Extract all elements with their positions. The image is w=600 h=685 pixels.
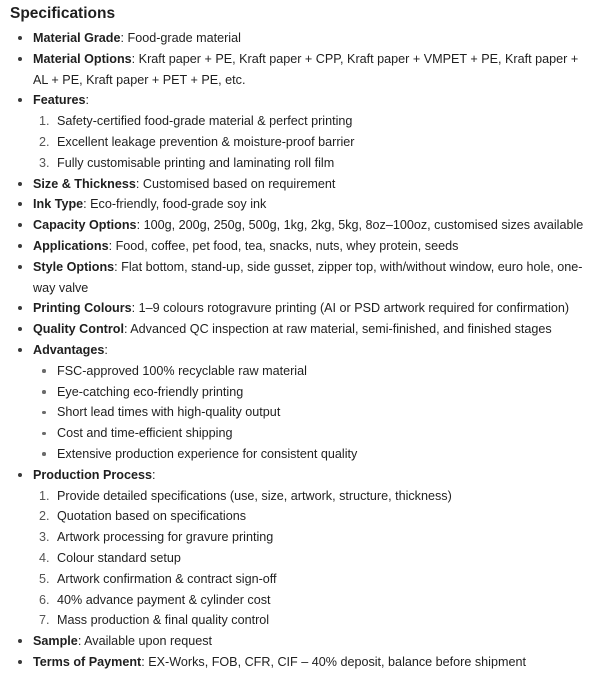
spec-quality-control [10,319,590,340]
spec-terms-of-payment [10,652,590,673]
spec-value: : 100g, 200g, 250g, 500g, 1kg, 2kg, 5kg, 8oz–100oz, customised sizes available [136,218,584,233]
list-item [33,486,590,507]
spec-ink-type [10,194,590,215]
spec-value: : Available upon request [77,634,213,649]
spec-label-colon: : [151,467,156,482]
list-item-text: Safety-certified food-grade material & perfect printing [57,114,353,129]
page-title: Specifications [10,5,116,22]
list-item [33,590,590,611]
spec-label-colon: : [85,93,89,108]
spec-label: Features [33,93,86,108]
spec-value: : Kraft paper + PE, Kraft paper + CPP, Kraft paper + VMPET + PE, Kraft paper + AL + PE, Kraft paper + PET + PE, etc. [33,51,579,87]
list-item [33,132,590,153]
spec-material-grade [10,28,590,49]
spec-label: Ink Type [33,197,84,212]
list-item-text: Artwork processing for gravure printing [57,530,274,545]
list-number: 2. [39,134,50,149]
list-item-text: Fully customisable printing and laminating roll film [57,155,335,170]
spec-list [10,28,590,673]
list-number: 1. [39,488,50,503]
list-item-text: Provide detailed specifications (use, size, artwork, structure, thickness) [57,488,452,503]
spec-value: : Eco-friendly, food-grade soy ink [83,197,267,212]
spec-value: : Food-grade material [120,31,241,45]
spec-value: : Flat bottom, stand-up, side gusset, zipper top, with/without window, euro hole, one-way valve [33,259,583,295]
features-list [33,111,590,173]
spec-advantages [10,340,590,465]
list-item [33,153,590,174]
spec-capacity-options [10,215,590,236]
spec-label: Sample [33,634,78,649]
list-item-text: Quotation based on specifications [57,509,247,524]
list-item [33,569,590,590]
spec-size-thickness [10,174,590,195]
spec-label: Terms of Payment [33,654,142,669]
list-item-text: Excellent leakage prevention & moisture-proof barrier [57,134,355,149]
spec-label: Printing Colours [33,301,132,316]
spec-sample [10,631,590,652]
list-item [33,610,590,631]
list-item: Extensive production experience for consistent quality [33,444,590,465]
list-item-text: Artwork confirmation & contract sign-off [57,571,277,586]
spec-value: : Advanced QC inspection at raw material, semi-finished, and finished stages [123,322,552,337]
spec-production-process [10,465,590,631]
spec-label: Size & Thickness [33,176,136,191]
spec-label-colon: : [104,342,108,357]
list-item-text: Colour standard setup [57,550,181,565]
spec-label: Style Options [33,259,115,274]
list-item [33,548,590,569]
list-item: Short lead times with high-quality output [33,402,590,423]
list-number: 4. [39,550,50,565]
spec-material-options [10,49,590,91]
spec-value: : EX-Works, FOB, CFR, CIF – 40% deposit, balance before shipment [141,654,526,669]
spec-value: : Customised based on requirement [135,176,336,191]
list-item [33,527,590,548]
spec-value: : 1–9 colours rotogravure printing (AI or PSD artwork required for confirmation) [131,301,570,316]
list-item: FSC-approved 100% recyclable raw material [33,361,590,382]
spec-applications [10,236,590,257]
list-item [33,506,590,527]
list-item [33,111,590,132]
spec-label: Quality Control [33,322,124,337]
spec-label: Material Options [33,51,132,66]
spec-features [10,90,590,173]
list-item: Eye-catching eco-friendly printing [33,382,590,403]
list-item-text: 40% advance payment & cylinder cost [57,592,271,607]
spec-label: Material Grade [33,31,121,45]
spec-style-options [10,257,590,299]
list-number: 5. [39,571,50,586]
list-item-text: Mass production & final quality control [57,613,270,628]
production-process-list [33,486,590,632]
list-number: 1. [39,114,50,129]
spec-label: Advantages [33,342,105,357]
list-number: 6. [39,592,50,607]
list-item: Cost and time-efficient shipping [33,423,590,444]
spec-printing-colours [10,298,590,319]
spec-value: : Food, coffee, pet food, tea, snacks, nuts, whey protein, seeds [108,238,459,253]
list-number: 3. [39,530,50,545]
spec-label: Capacity Options [33,218,137,233]
list-number: 3. [39,155,50,170]
spec-label: Production Process [33,467,152,482]
advantages-list [33,361,590,465]
list-number: 2. [39,509,50,524]
list-number: 7. [39,613,50,628]
spec-label: Applications [33,238,109,253]
